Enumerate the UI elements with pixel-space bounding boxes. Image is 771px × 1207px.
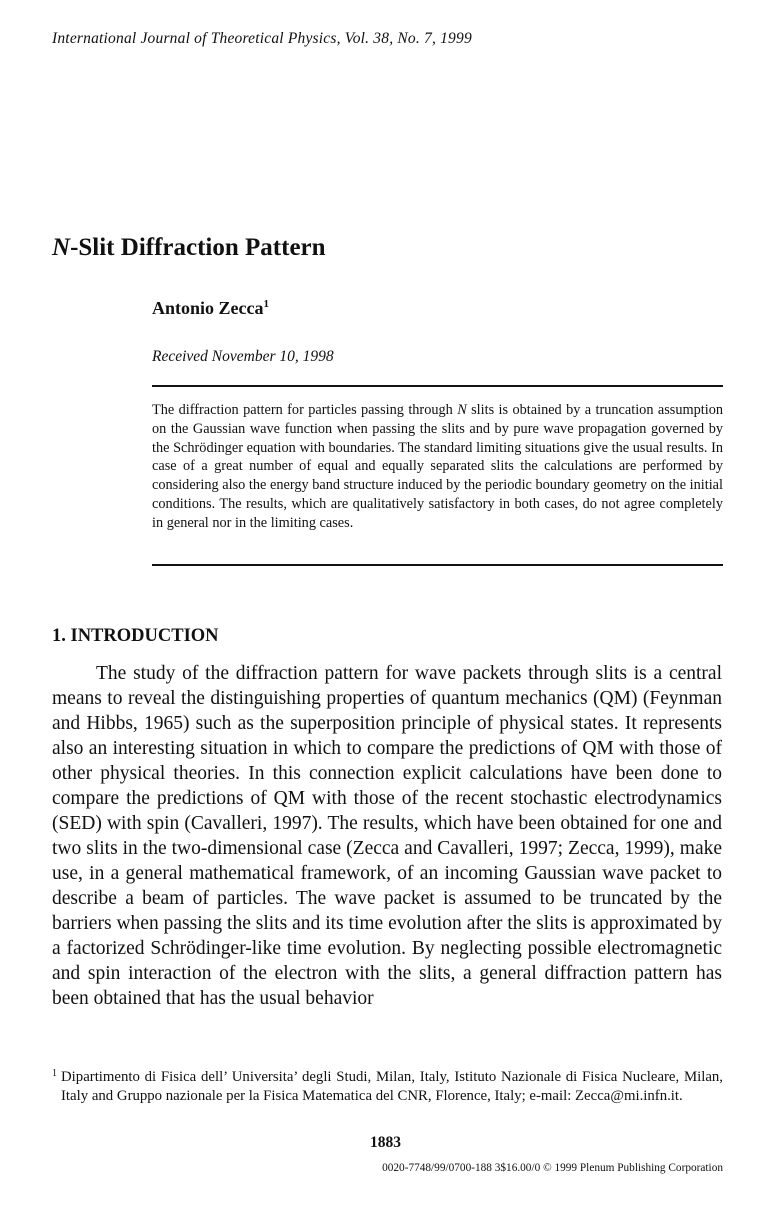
page-number: 1883 (370, 1134, 401, 1151)
author-name (152, 298, 269, 319)
title-rest: -Slit Diffraction Pattern (70, 234, 326, 261)
author-footnote-mark: 1 (263, 298, 269, 310)
footnote-text: Dipartimento di Fisica dell’ Universita’ degli Studi, Milan, Italy, Istituto Nazionale di Fisica Nucleare, Milan, Italy and Gruppo nazionale per la Fisica Matematica del CNR, Florence, Italy; e-mail: Zecca@mi.infn.it. (61, 1069, 723, 1104)
title-italic-n: N (52, 234, 71, 261)
journal-header: International Journal of Theoretical Physics, Vol. 38, No. 7, 1999 (52, 30, 472, 47)
author-text: Antonio Zecca (152, 298, 264, 318)
article-title (52, 234, 326, 262)
abstract-italic-n: N (457, 402, 467, 418)
abstract-text-after: slits is obtained by a truncation assumption on the Gaussian wave function when passing the slits and by pure wave propagation governed by the Schrödinger equation with boundaries. The standard limiting situations give the usual results. In case of a great number of equal and equally separated slits the calculations are performed by considering also the energy band structure induced by the periodic boundary geometry on the initial conditions. The results, which are qualitatively satisfactory in both cases, do not agree completely in general nor in the limiting cases. (152, 402, 723, 531)
received-date: Received November 10, 1998 (152, 348, 334, 365)
footnote (52, 1068, 723, 1105)
intro-paragraph: The study of the diffraction pattern for wave packets through slits is a central means to reveal the distinguishing properties of quantum mechanics (QM) (Feynman and Hibbs, 1965) such as the superposition principle of physical states. It represents also an interesting situation in which to compare the predictions of QM with those of other physical theories. In this connection explicit calculations have been done to compare the predictions of QM with those of the recent stochastic electrodynamics (SED) with spin (Cavalleri, 1997). The results, which have been obtained for one and two slits in the two-dimensional case (Zecca and Cavalleri, 1997; Zecca, 1999), make use, in a general mathematical framework, of an incoming Gaussian wave packet to describe a beam of particles. The wave packet is assumed to be truncated by the barriers when passing the slits and its time evolution after the slits is approximated by a factorized Schrödinger-like time evolution. By neglecting possible electromagnetic and spin interaction of the electron with the slits, a general diffraction pattern has been obtained that has the usual behavior (52, 663, 722, 1009)
footnote-mark: 1 (52, 1068, 57, 1079)
abstract-bottom-rule (152, 564, 723, 566)
abstract-text-before: The diffraction pattern for particles passing through (152, 402, 458, 418)
abstract-top-rule (152, 385, 723, 387)
abstract (152, 401, 723, 533)
copyright-line: 0020-7748/99/0700-188 3$16.00/0 © 1999 Plenum Publishing Corporation (382, 1162, 723, 1174)
section-heading: 1. INTRODUCTION (52, 626, 219, 646)
